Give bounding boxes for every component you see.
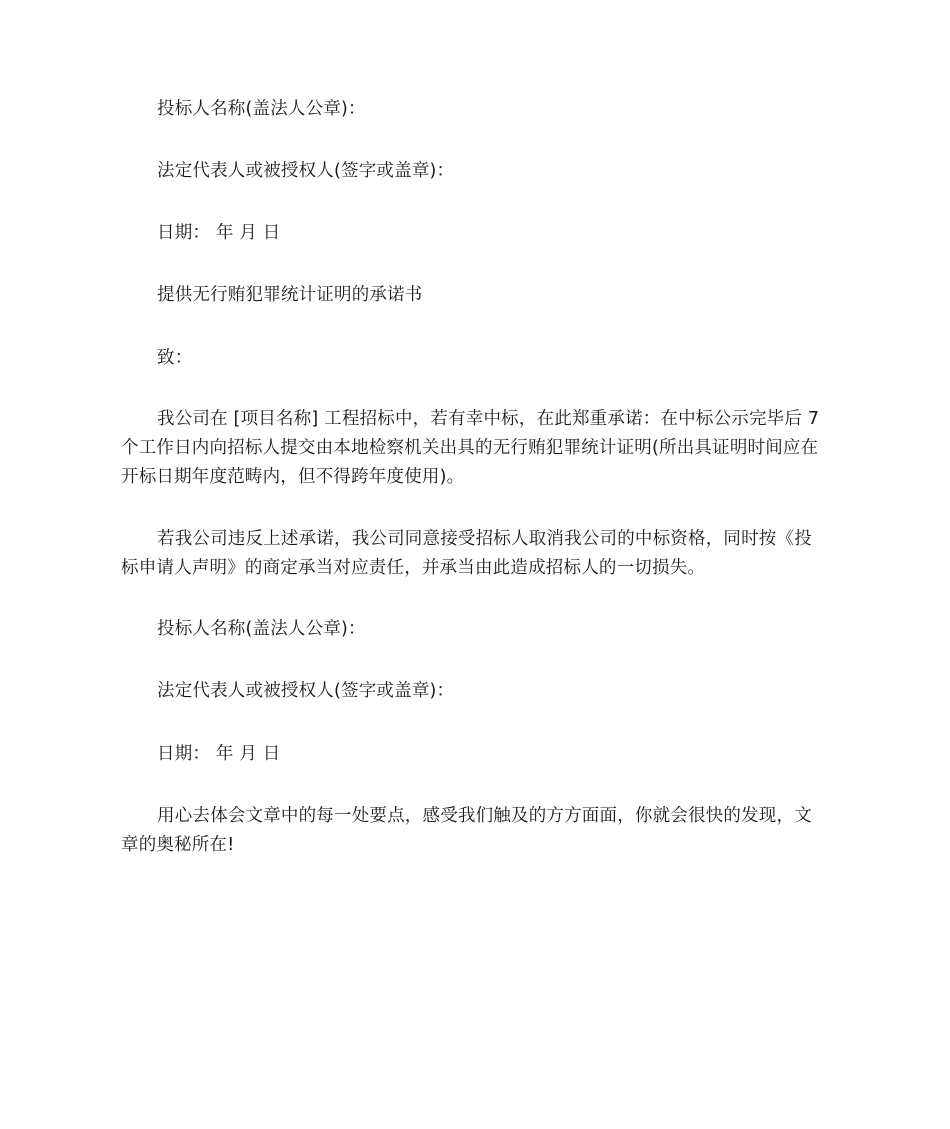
bidder-name-line-2: 投标人名称(盖法人公章)：	[157, 619, 366, 639]
date-line: 日期： 年 月 日	[157, 223, 281, 243]
legal-representative-line: 法定代表人或被授权人(签字或盖章)：	[157, 161, 455, 181]
legal-representative-line-2: 法定代表人或被授权人(签字或盖章)：	[157, 681, 455, 701]
breach-clause-paragraph: 若我公司违反上述承诺，我公司同意接受招标人取消我公司的中标资格，同时按《投标申请人声明》的商定承当对应责任，并承当由此造成招标人的一切损失。	[121, 529, 812, 578]
closing-remark-paragraph: 用心去体会文章中的每一处要点，感受我们触及的方方面面，你就会很快的发现，文章的奥秘所在!	[121, 806, 812, 855]
bidder-name-line: 投标人名称(盖法人公章)：	[157, 99, 366, 119]
commitment-title: 提供无行贿犯罪统计证明的承诺书	[157, 285, 423, 305]
commitment-body-paragraph: 我公司在 [项目名称] 工程招标中，若有幸中标，在此郑重承诺：在中标公示完毕后 7 个工作日内向招标人提交由本地检察机关出具的无行贿犯罪统计证明(所出具证明时间应在开标日期年度范畴内，但不得跨年度使用)。	[121, 409, 820, 487]
date-line-2: 日期： 年 月 日	[157, 744, 281, 764]
addressee-line: 致：	[157, 348, 193, 368]
